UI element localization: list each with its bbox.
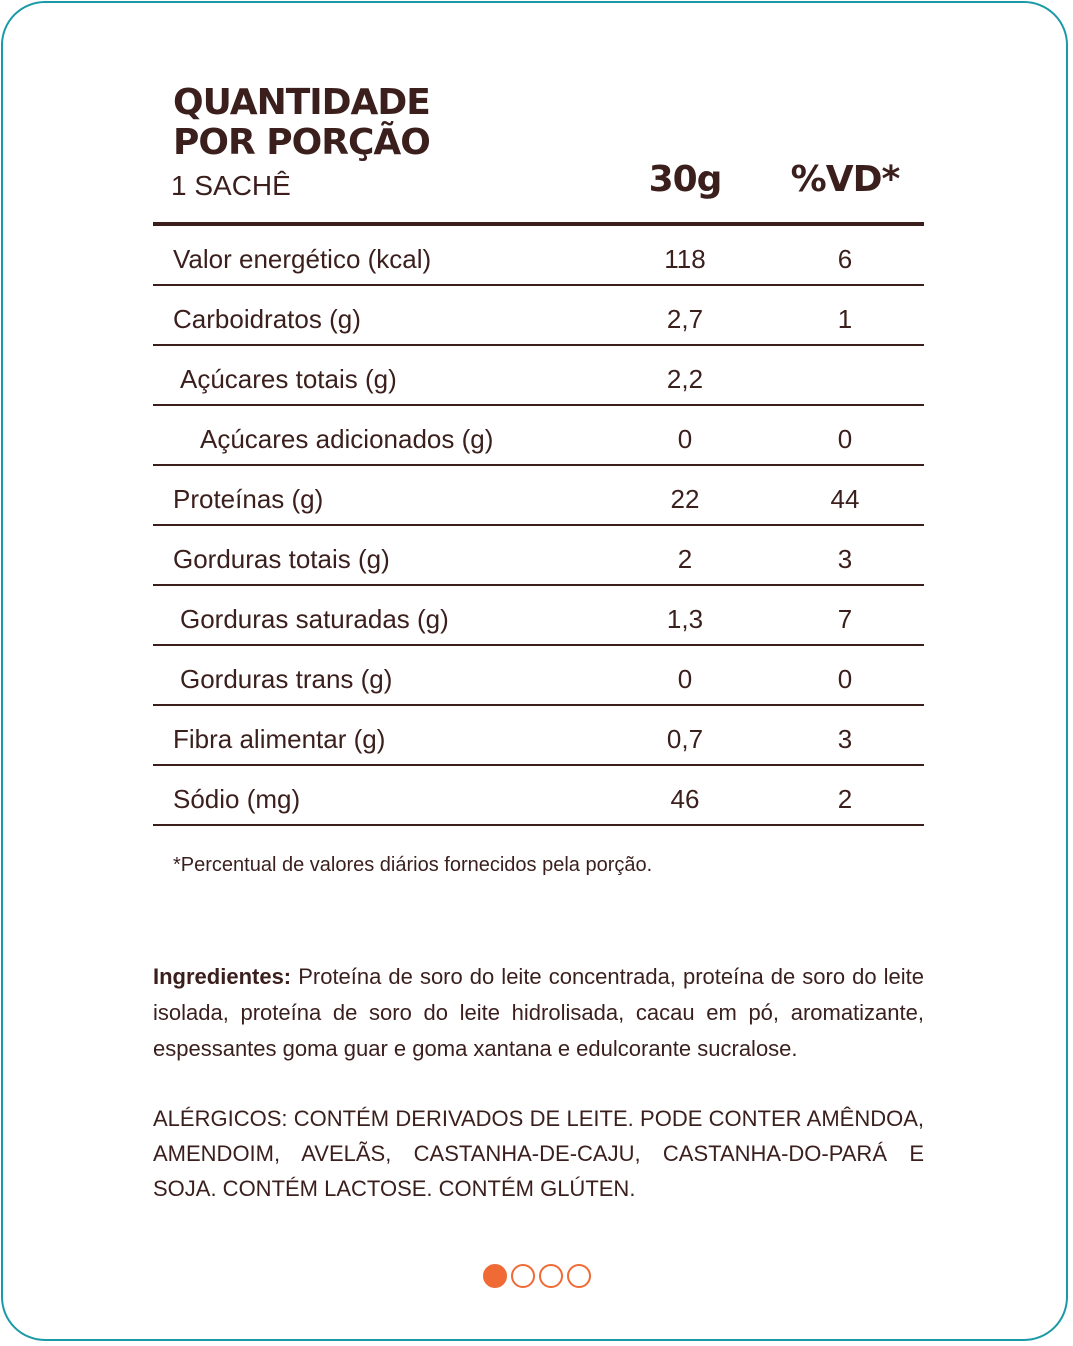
nutrition-card: [1, 1, 1068, 1341]
nutrient-label: Proteínas (g): [173, 484, 324, 514]
ingredients-label: Ingredientes:: [153, 964, 292, 989]
ingredients-text: [153, 959, 924, 1067]
nutrient-amount: 0: [677, 664, 693, 694]
title-line-2: POR PORÇÃO: [173, 122, 430, 163]
amount-column-header: 30g: [648, 159, 722, 200]
nutrient-amount: 2,7: [666, 304, 704, 334]
nutrient-vd: [795, 346, 895, 404]
nutrient-vd: 0: [837, 664, 853, 694]
nutrient-label: Sódio (mg): [173, 784, 301, 814]
nutrient-vd: 0: [837, 424, 853, 454]
serving-size: 1 SACHÊ: [171, 170, 291, 201]
nutrient-amount: 1,3: [666, 604, 704, 634]
nutrient-amount: 2: [677, 544, 693, 574]
nutrient-amount: 22: [670, 484, 700, 514]
nutrient-label: Gorduras trans (g): [180, 664, 393, 694]
nutrient-vd: 3: [837, 544, 853, 574]
footnote: *Percentual de valores diários fornecidos pela porção.: [173, 854, 653, 876]
ingredients-list: Proteína de soro do leite concentrada, proteína de soro do leite isolada, proteína de soro do leite hidrolisada, cacau em pó, aromatizante, espessantes goma guar e goma xantana e edulcorante sucralose.: [153, 964, 924, 1061]
table-row: [153, 406, 924, 466]
nutrient-label: Gorduras saturadas (g): [180, 604, 449, 634]
nutrient-vd: 44: [830, 484, 860, 514]
nutrient-label: Açúcares adicionados (g): [200, 424, 494, 454]
table-row: [153, 346, 924, 406]
pagination-dot-1[interactable]: [483, 1264, 507, 1288]
pagination-dot-2[interactable]: [511, 1264, 535, 1288]
nutrient-amount: 118: [664, 244, 706, 274]
nutrient-amount: 46: [670, 784, 700, 814]
nutrient-label: Valor energético (kcal): [173, 244, 432, 274]
carousel-pagination: [483, 1264, 591, 1288]
pagination-dot-3[interactable]: [539, 1264, 563, 1288]
table-row: [153, 586, 924, 646]
page-title: [173, 83, 430, 163]
nutrient-amount: 2,2: [666, 364, 704, 394]
nutrition-table: [153, 226, 924, 826]
table-row: [153, 766, 924, 826]
nutrient-vd: 1: [837, 304, 853, 334]
allergens-text: ALÉRGICOS: CONTÉM DERIVADOS DE LEITE. PODE CONTER AMÊNDOA, AMENDOIM, AVELÃS, CASTANHA-DE-CAJU, CASTANHA-DO-PARÁ E SOJA. CONTÉM LACTOSE. CONTÉM GLÚTEN.: [153, 1106, 924, 1201]
nutrient-vd: 2: [837, 784, 853, 814]
nutrient-vd: 7: [837, 604, 853, 634]
table-row: [153, 466, 924, 526]
table-row: [153, 286, 924, 346]
table-row: [153, 226, 924, 286]
nutrient-label: Açúcares totais (g): [180, 364, 397, 394]
nutrient-vd: 6: [837, 244, 853, 274]
table-row: [153, 646, 924, 706]
table-row: [153, 706, 924, 766]
nutrient-vd: 3: [837, 724, 853, 754]
nutrient-label: Fibra alimentar (g): [173, 724, 386, 754]
table-row: [153, 526, 924, 586]
vd-column-header: %VD*: [790, 159, 900, 200]
nutrient-amount: 0: [677, 424, 693, 454]
nutrient-label: Carboidratos (g): [173, 304, 361, 334]
nutrient-label: Gorduras totais (g): [173, 544, 390, 574]
nutrient-amount: 0,7: [666, 724, 704, 754]
title-line-1: QUANTIDADE: [173, 82, 430, 123]
pagination-dot-4[interactable]: [567, 1264, 591, 1288]
